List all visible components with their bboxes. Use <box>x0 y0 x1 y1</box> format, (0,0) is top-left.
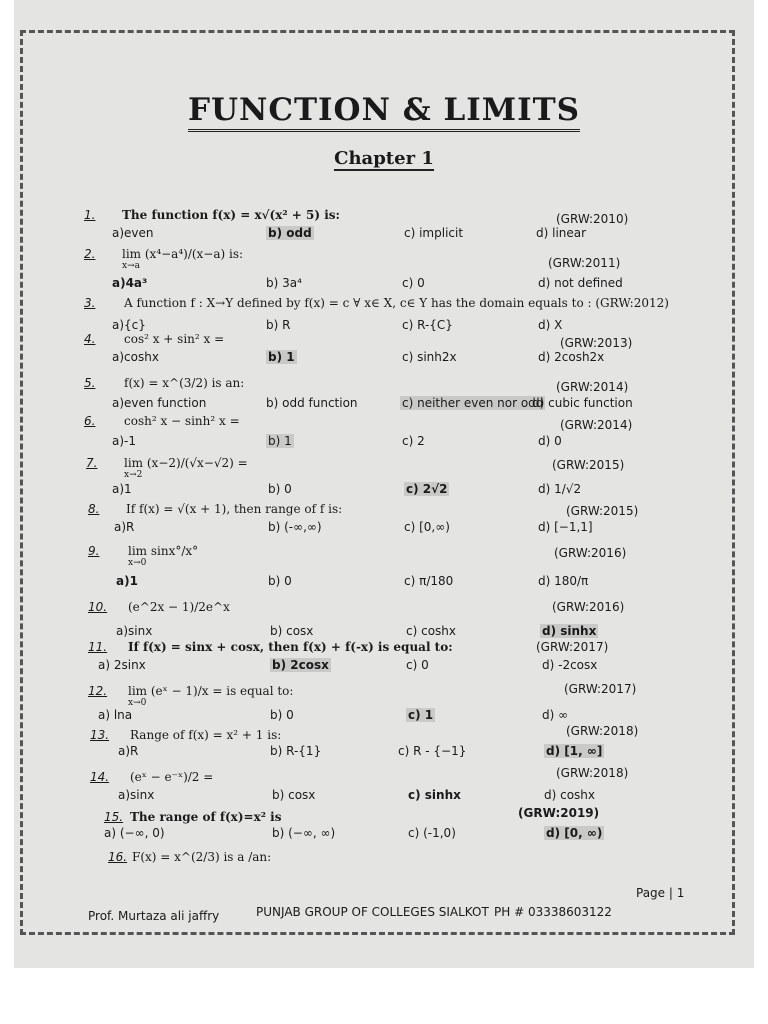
question-number: 7. <box>86 456 98 470</box>
option-c: c) neither even nor odd <box>402 396 544 410</box>
question-number: 2. <box>84 247 96 261</box>
option-c: c) [0,∞) <box>404 520 450 534</box>
option-a: a)sinx <box>116 624 153 638</box>
option-d: d) cubic function <box>532 396 633 410</box>
author-name: Prof. Murtaza ali jaffry <box>88 909 220 923</box>
institution-name: PUNJAB GROUP OF COLLEGES SIALKOT <box>256 905 489 919</box>
question-text: If f(x) = sinx + cosx, then f(x) + f(-x) is equal to: <box>128 640 453 654</box>
option-a: a)even function <box>112 396 207 410</box>
option-d: d) linear <box>536 226 587 240</box>
option-c: c) coshx <box>406 624 456 638</box>
phone-number: PH # 03338603122 <box>494 905 612 919</box>
question-number: 12. <box>88 684 108 698</box>
option-d: d) [1, ∞] <box>546 744 603 758</box>
limit-subscript: x→0 <box>128 558 147 568</box>
question-number: 9. <box>88 544 100 558</box>
question-text: A function f : X→Y defined by f(x) = c ∀ x∈ X, c∈ Y has the domain equals to : (GRW:2012) <box>124 296 669 310</box>
question-number: 1. <box>84 208 96 222</box>
question-text: The function f(x) = x√(x² + 5) is: <box>122 208 340 222</box>
option-a: a)sinx <box>118 788 155 802</box>
question-number: 3. <box>84 296 96 310</box>
question-text: lim (x−2)/(√x−√2) = <box>124 456 248 470</box>
question-text: If f(x) = √(x + 1), then range of f is: <box>126 502 343 516</box>
option-b: b) 3a⁴ <box>266 276 302 290</box>
option-c: c) sinhx <box>408 788 461 802</box>
option-c: c) R - {−1} <box>398 744 467 758</box>
exam-year: (GRW:2016) <box>554 546 627 560</box>
option-d: d) sinhx <box>542 624 597 638</box>
page-number: Page | 1 <box>636 886 685 900</box>
option-a: a)coshx <box>112 350 159 364</box>
option-c: c) R-{C} <box>402 318 453 332</box>
question-text: cos² x + sin² x = <box>124 332 225 346</box>
option-a: a) 2sinx <box>98 658 146 672</box>
option-b: b) (−∞, ∞) <box>272 826 336 840</box>
option-d: d) 2cosh2x <box>538 350 605 364</box>
question-number: 14. <box>90 770 110 784</box>
option-c: c) 2√2 <box>406 482 448 496</box>
option-d: d) [−1,1] <box>538 520 593 534</box>
option-c: c) implicit <box>404 226 464 240</box>
exam-year: (GRW:2017) <box>564 682 637 696</box>
page-title: FUNCTION & LIMITS <box>0 92 768 128</box>
exam-year: (GRW:2017) <box>536 640 609 654</box>
exam-year: (GRW:2018) <box>566 724 639 738</box>
option-b: b) 1 <box>268 350 295 364</box>
question-text: cosh² x − sinh² x = <box>124 414 240 428</box>
exam-year: (GRW:2018) <box>556 766 629 780</box>
option-d: d) 180/π <box>538 574 589 588</box>
option-a: a) (−∞, 0) <box>104 826 165 840</box>
question-text: lim (eˣ − 1)/x = is equal to: <box>128 684 294 698</box>
exam-year: (GRW:2016) <box>552 600 625 614</box>
question-number: 8. <box>88 502 100 516</box>
option-a: a)1 <box>116 574 138 588</box>
option-b: b) odd function <box>266 396 358 410</box>
option-a: a)even <box>112 226 154 240</box>
question-number: 5. <box>84 376 96 390</box>
option-b: b) cosx <box>272 788 316 802</box>
question-number: 16. <box>108 850 128 864</box>
exam-year: (GRW:2015) <box>552 458 625 472</box>
question-text: Range of f(x) = x² + 1 is: <box>130 728 282 742</box>
option-a: a){c} <box>112 318 146 332</box>
question-text: (e^2x − 1)/2e^x <box>128 600 230 614</box>
limit-subscript: x→0 <box>128 698 147 708</box>
option-c: c) (-1,0) <box>408 826 456 840</box>
option-c: c) π/180 <box>404 574 454 588</box>
question-text: F(x) = x^(2/3) is a /an: <box>132 850 272 864</box>
option-a: a) lna <box>98 708 133 722</box>
option-c: c) 0 <box>402 276 425 290</box>
option-a: a)4a³ <box>112 276 148 290</box>
limit-subscript: x→2 <box>124 470 143 480</box>
exam-year: (GRW:2014) <box>556 380 629 394</box>
option-b: b) 1 <box>268 434 292 448</box>
option-a: a)-1 <box>112 434 136 448</box>
question-number: 15. <box>104 810 124 824</box>
option-d: d) coshx <box>544 788 596 802</box>
exam-year: (GRW:2015) <box>566 504 639 518</box>
question-text: f(x) = x^(3/2) is an: <box>124 376 245 390</box>
option-b: b) 0 <box>268 574 292 588</box>
chapter-heading: Chapter 1 <box>334 148 434 169</box>
option-b: b) (-∞,∞) <box>268 520 322 534</box>
option-d: d) 1/√2 <box>538 482 582 496</box>
option-b: b) odd <box>268 226 312 240</box>
question-text: (eˣ − e⁻ˣ)/2 = <box>130 770 214 784</box>
question-number: 11. <box>88 640 108 654</box>
option-d: d) -2cosx <box>542 658 598 672</box>
option-a: a)R <box>118 744 139 758</box>
option-b: b) R-{1} <box>270 744 322 758</box>
option-b: b) cosx <box>270 624 314 638</box>
question-number: 6. <box>84 414 96 428</box>
option-c: c) 2 <box>402 434 425 448</box>
option-c: c) 1 <box>408 708 434 722</box>
option-d: d) 0 <box>538 434 562 448</box>
option-a: a)R <box>114 520 135 534</box>
option-b: b) 0 <box>268 482 292 496</box>
question-number: 13. <box>90 728 110 742</box>
option-d: d) X <box>538 318 563 332</box>
option-c: c) 0 <box>406 658 429 672</box>
option-c: c) sinh2x <box>402 350 457 364</box>
option-d: d) [0, ∞) <box>546 826 603 840</box>
question-number: 4. <box>84 332 96 346</box>
option-b: b) 0 <box>270 708 294 722</box>
option-b: b) 2cosx <box>272 658 329 672</box>
option-d: d) not defined <box>538 276 623 290</box>
exam-year: (GRW:2011) <box>548 256 621 270</box>
exam-year: (GRW:2013) <box>560 336 633 350</box>
question-text: lim sinx°/x° <box>128 544 199 558</box>
question-number: 10. <box>88 600 108 614</box>
option-a: a)1 <box>112 482 132 496</box>
exam-year: (GRW:2019) <box>518 806 600 820</box>
question-text: lim (x⁴−a⁴)/(x−a) is: <box>122 247 244 261</box>
question-text: The range of f(x)=x² is <box>130 810 282 824</box>
exam-year: (GRW:2014) <box>560 418 633 432</box>
exam-year: (GRW:2010) <box>556 212 629 226</box>
limit-subscript: x→a <box>122 261 140 271</box>
option-b: b) R <box>266 318 291 332</box>
option-d: d) ∞ <box>542 708 569 722</box>
